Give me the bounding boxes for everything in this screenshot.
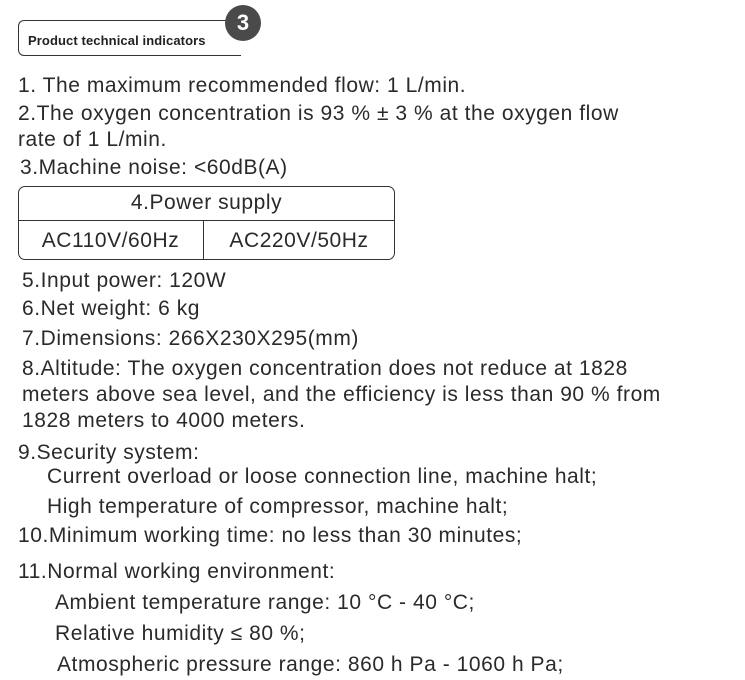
power-supply-option-220v: AC220V/50Hz <box>229 229 369 252</box>
spec-altitude-line1: 8.Altitude: The oxygen concentration does not reduce at 1828 <box>22 357 628 380</box>
spec-security-item-temperature: High temperature of compressor, machine halt; <box>47 495 509 518</box>
spec-working-time: 10.Minimum working time: no less than 30 minutes; <box>18 524 523 547</box>
spec-concentration-line1: 2.The oxygen concentration is 93 % ± 3 % at the oxygen flow <box>18 102 619 125</box>
spec-environment-title: 11.Normal working environment: <box>18 560 336 583</box>
power-supply-table-divider <box>18 220 395 221</box>
spec-altitude-line2: meters above sea level, and the efficiency is less than 90 % from <box>22 383 661 406</box>
spec-altitude-line3: 1828 meters to 4000 meters. <box>22 409 306 432</box>
spec-env-temperature: Ambient temperature range: 10 °C - 40 °C; <box>55 591 475 614</box>
power-supply-option-110v: AC110V/60Hz <box>41 229 180 252</box>
spec-env-humidity: Relative humidity ≤ 80 %; <box>55 622 306 645</box>
spec-dimensions: 7.Dimensions: 266X230X295(mm) <box>22 327 359 350</box>
spec-env-pressure: Atmospheric pressure range: 860 h Pa - 1060 h Pa; <box>57 653 564 676</box>
spec-concentration-line2: rate of 1 L/min. <box>18 128 167 151</box>
spec-input-power: 5.Input power: 120W <box>22 269 227 292</box>
section-header-label: Product technical indicators <box>28 33 206 48</box>
power-supply-title: 4.Power supply <box>130 191 283 214</box>
section-number-badge: 3 <box>225 5 261 41</box>
spec-net-weight: 6.Net weight: 6 kg <box>22 297 200 320</box>
spec-security-item-overload: Current overload or loose connection line, machine halt; <box>47 465 598 488</box>
spec-max-flow: 1. The maximum recommended flow: 1 L/min. <box>18 74 467 97</box>
spec-noise: 3.Machine noise: <60dB(A) <box>20 156 288 179</box>
spec-security-title: 9.Security system: <box>18 441 200 464</box>
